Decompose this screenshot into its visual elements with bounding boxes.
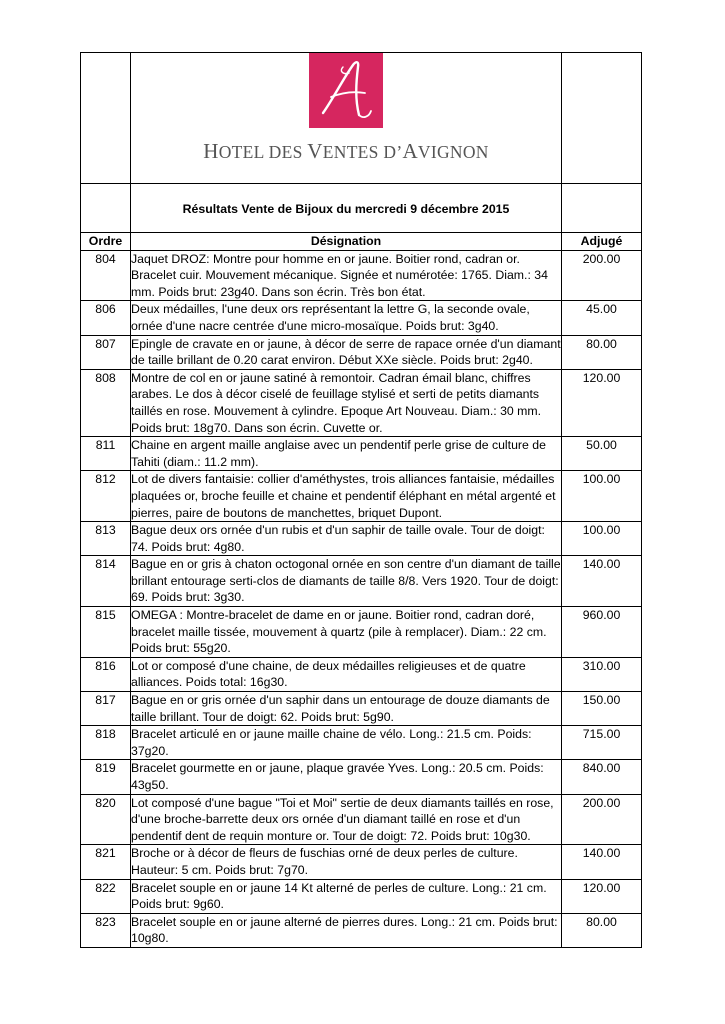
lot-description: Lot composé d'une bague "Toi et Moi" sertie de deux diamants taillés en rose, d'une broche-barrette deux ors ornée d'un diamant taillé en rose et d'un pendentif dent de requin monture or. Tour de doigt: 72. Poids brut: 10g30. <box>131 794 562 845</box>
results-table-body <box>81 53 642 948</box>
house-name-part: A <box>402 139 418 163</box>
lot-description: Bracelet gourmette en or jaune, plaque gravée Yves. Long.: 20.5 cm. Poids: 43g50. <box>131 760 562 794</box>
lot-description: Bracelet souple en or jaune 14 Kt alterné de perles de culture. Long.: 21 cm. Poids brut: 9g60. <box>131 879 562 913</box>
table-row <box>81 437 642 471</box>
lot-number: 818 <box>81 726 131 760</box>
lot-description: Deux médailles, l'une deux ors représentant la lettre G, la seconde ovale, ornée d'une nacre centrée d'une micro-mosaïque. Poids brut: 3g40. <box>131 301 562 335</box>
lot-description: Bracelet souple en or jaune alterné de pierres dures. Long.: 21 cm. Poids brut: 10g80. <box>131 913 562 947</box>
hammer-price: 200.00 <box>562 794 642 845</box>
hammer-price: 80.00 <box>562 335 642 369</box>
lot-number: 821 <box>81 845 131 879</box>
lot-number: 814 <box>81 556 131 607</box>
hammer-price: 100.00 <box>562 471 642 522</box>
hammer-price: 840.00 <box>562 760 642 794</box>
lot-description: Chaine en argent maille anglaise avec un pendentif perle grise de culture de Tahiti (diam.: 11.2 mm). <box>131 437 562 471</box>
table-row <box>81 369 642 436</box>
lot-number: 819 <box>81 760 131 794</box>
lot-number: 811 <box>81 437 131 471</box>
hammer-price: 150.00 <box>562 692 642 726</box>
column-header-ordre: Ordre <box>81 233 131 251</box>
house-name-part: H <box>203 139 219 163</box>
table-row <box>81 301 642 335</box>
table-row <box>81 760 642 794</box>
letterhead-right-cell <box>562 53 642 184</box>
lot-description: Bague en or gris à chaton octogonal ornée en son centre d'un diamant de taille brillant entourage serti-clos de diamants de taille 8/8. Vers 1920. Tour de doigt: 69. Poids brut: 3g30. <box>131 556 562 607</box>
house-name-part: VIGNON <box>417 142 489 162</box>
table-row <box>81 522 642 556</box>
lot-number: 808 <box>81 369 131 436</box>
house-name-part: OTEL DES <box>218 142 308 162</box>
lot-description: Lot de divers fantaisie: collier d'améthystes, trois alliances fantaisie, médailles plaquées or, broche feuille et chaine et pendentif éléphant en métal argenté et pierres, paire de boutons de manchettes, briquet Dupont. <box>131 471 562 522</box>
lot-number: 820 <box>81 794 131 845</box>
lot-number: 817 <box>81 692 131 726</box>
lot-number: 816 <box>81 657 131 691</box>
lot-number: 806 <box>81 301 131 335</box>
lot-description: Broche or à décor de fleurs de fuschias orné de deux perles de culture. Hauteur: 5 cm. Poids brut: 7g70. <box>131 845 562 879</box>
hammer-price: 80.00 <box>562 913 642 947</box>
column-header-adjuge: Adjugé <box>562 233 642 251</box>
table-row <box>81 692 642 726</box>
letterhead-row <box>81 53 642 184</box>
hammer-price: 960.00 <box>562 607 642 658</box>
lot-number: 815 <box>81 607 131 658</box>
hammer-price: 310.00 <box>562 657 642 691</box>
house-name-part: V <box>307 139 323 163</box>
lot-number: 822 <box>81 879 131 913</box>
lot-number: 807 <box>81 335 131 369</box>
lot-description: Montre de col en or jaune satiné à remontoir. Cadran émail blanc, chiffres arabes. Le dos à décor ciselé de feuillage stylisé et serti de petits diamants taillés en rose. Mouvement à cylindre. Epoque Art Nouveau. Diam.: 30 mm. Poids brut: 18g70. Dans son écrin. Cuvette or. <box>131 369 562 436</box>
lot-description: Epingle de cravate en or jaune, à décor de serre de rapace ornée d'un diamant de taille brillant de 0.20 carat environ. Début XXe siècle. Poids brut: 2g40. <box>131 335 562 369</box>
hammer-price: 200.00 <box>562 250 642 301</box>
lot-description: Bracelet articulé en or jaune maille chaine de vélo. Long.: 21.5 cm. Poids: 37g20. <box>131 726 562 760</box>
lot-number: 804 <box>81 250 131 301</box>
table-row <box>81 250 642 301</box>
house-name-part: ENTES D’ <box>322 142 403 162</box>
lot-number: 823 <box>81 913 131 947</box>
lot-number: 812 <box>81 471 131 522</box>
auction-house-name <box>131 139 561 163</box>
column-header-designation: Désignation <box>131 233 562 251</box>
lot-description: Bague en or gris ornée d'un saphir dans un entourage de douze diamants de taille brillant. Tour de doigt: 62. Poids brut: 5g90. <box>131 692 562 726</box>
letterhead-left-cell <box>81 53 131 184</box>
results-table <box>80 52 642 948</box>
script-a-monogram-icon <box>309 53 383 128</box>
hammer-price: 120.00 <box>562 879 642 913</box>
table-row <box>81 726 642 760</box>
sale-title-row <box>81 184 642 233</box>
lot-number: 813 <box>81 522 131 556</box>
table-row <box>81 335 642 369</box>
table-row <box>81 607 642 658</box>
hammer-price: 140.00 <box>562 556 642 607</box>
table-row <box>81 471 642 522</box>
hammer-price: 50.00 <box>562 437 642 471</box>
hammer-price: 100.00 <box>562 522 642 556</box>
table-row <box>81 845 642 879</box>
lot-description: OMEGA : Montre-bracelet de dame en or jaune. Boitier rond, cadran doré, bracelet maille tissée, mouvement à quartz (pile à remplacer). Diam.: 22 cm. Poids brut: 55g20. <box>131 607 562 658</box>
table-row <box>81 794 642 845</box>
hammer-price: 120.00 <box>562 369 642 436</box>
hammer-price: 45.00 <box>562 301 642 335</box>
table-row <box>81 657 642 691</box>
table-row <box>81 913 642 947</box>
lot-description: Bague deux ors ornée d'un rubis et d'un saphir de taille ovale. Tour de doigt: 74. Poids brut: 4g80. <box>131 522 562 556</box>
letterhead-cell <box>131 53 562 184</box>
lot-description: Jaquet DROZ: Montre pour homme en or jaune. Boitier rond, cadran or. Bracelet cuir. Mouvement mécanique. Signée et numérotée: 1765. Diam.: 34 mm. Poids brut: 23g40. Dans son écrin. Très bon état. <box>131 250 562 301</box>
table-row <box>81 879 642 913</box>
lot-description: Lot or composé d'une chaine, de deux médailles religieuses et de quatre alliances. Poids total: 16g30. <box>131 657 562 691</box>
sale-title: Résultats Vente de Bijoux du mercredi 9 décembre 2015 <box>182 202 510 216</box>
table-row <box>81 556 642 607</box>
hammer-price: 140.00 <box>562 845 642 879</box>
hammer-price: 715.00 <box>562 726 642 760</box>
column-header-row <box>81 233 642 251</box>
